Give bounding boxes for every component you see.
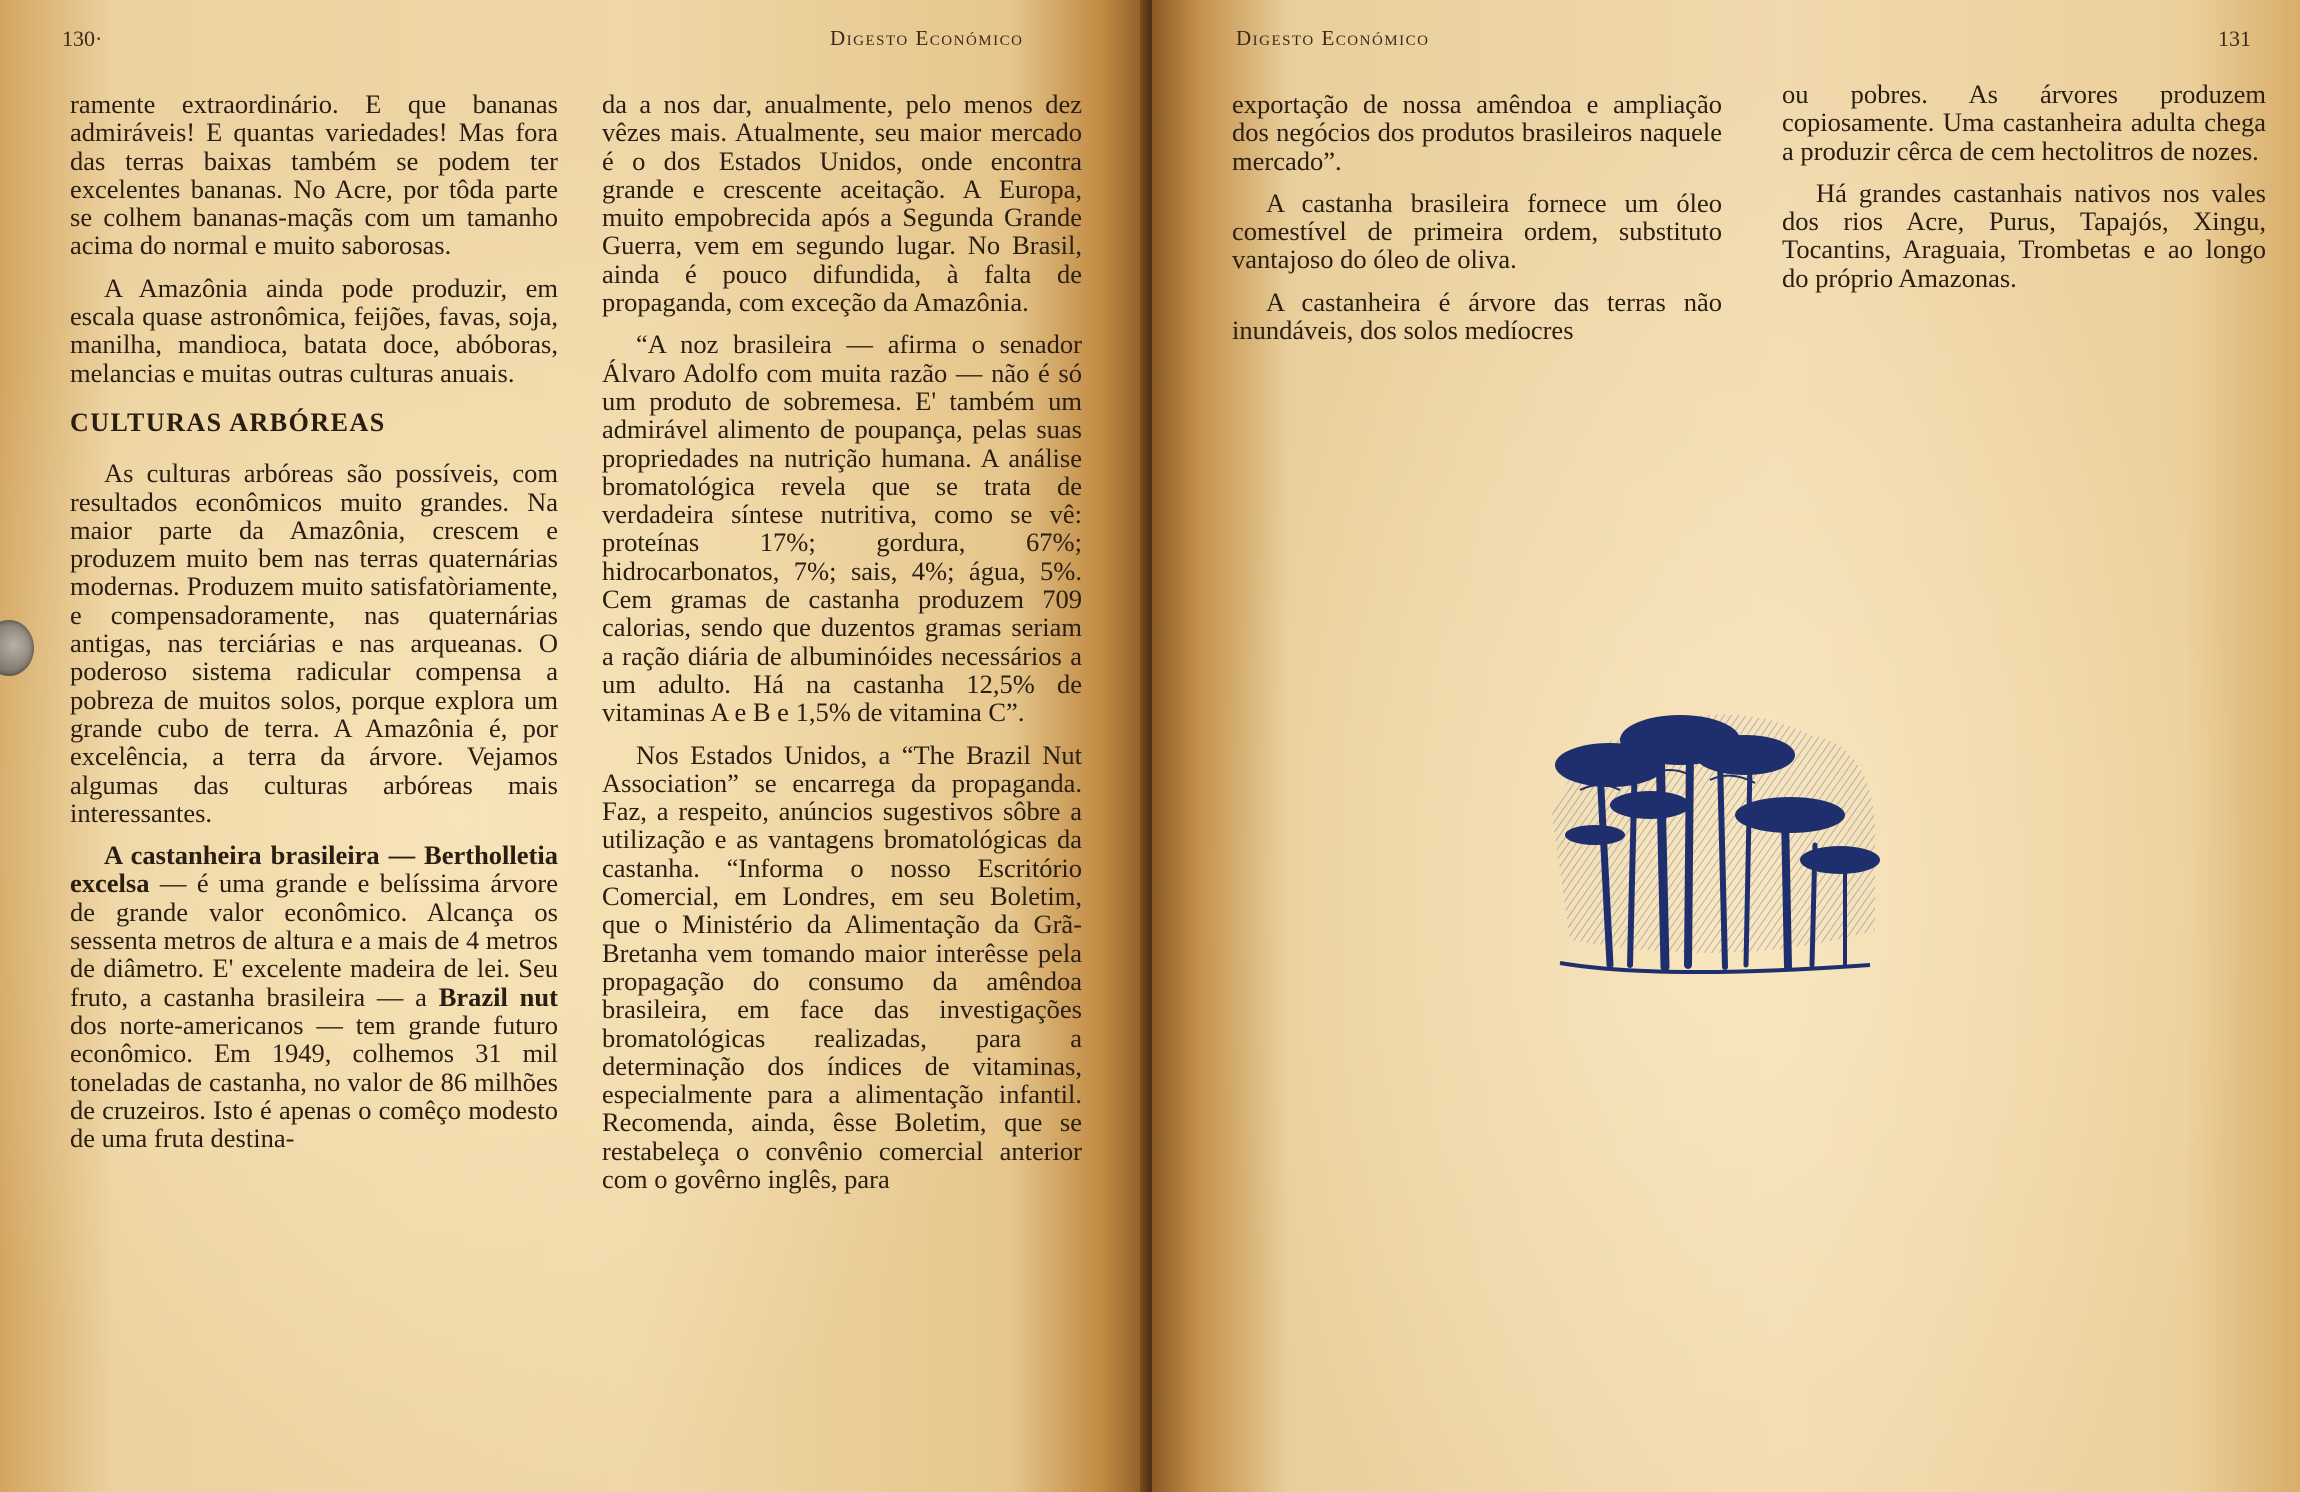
section-heading: CULTURAS ARBÓREAS [70, 407, 386, 437]
running-header: Digesto Económico [1236, 26, 1430, 50]
page-number: 131 [2218, 26, 2251, 51]
araucaria-forest-illustration [1540, 695, 1960, 995]
paragraph: Há grandes castanhais nativos nos vales dos rios Acre, Purus, Tapajós, Xingu, Tocantins, Araguaia, Trombetas e ao longo do próprio Amazonas. [1782, 177, 2266, 293]
paragraph: A castanha brasileira fornece um óleo comestível de primeira ordem, substituto vantajoso do óleo de oliva. [1232, 187, 1722, 275]
paragraph: As culturas arbóreas são possíveis, com resultados econômicos muito grandes. Na maior parte da Amazônia, crescem e produzem muito bem nas terras quaternárias modernas. Produzem muito satisfatòriamente, e compensadoramente, nas quaternárias antigas, nas terciárias e nas arqueanas. O poderoso sistema radicular compensa a pobreza de muitos solos, porque explora um grande cubo de terra. A Amazônia é, por excelência, a terra da árvore. Vejamos algumas das culturas arbóreas mais interessantes. [70, 458, 558, 828]
bold-term: A castanheira brasileira — Bertholletia excelsa [70, 840, 558, 899]
paragraph: A castanheira é árvore das terras não inundáveis, dos solos medíocres [1232, 286, 1722, 346]
bold-term: Brazil nut [438, 981, 558, 1012]
paragraph: “A noz brasileira — afirma o senador Álvaro Adolfo com muita razão — não é só um produto de sobremesa. E' também um admirável alimento de poupança, pelas suas propriedades na nutrição humana. A análise bromatológica revela que se trata de verdadeira síntese nutritiva, como se vê: proteínas 17%; gordura, 67%; hidrocarbonatos, 7%; sais, 4%; água, 5%. Cem gramas de castanha produzem 709 calorias, sendo que duzentos gramas seriam a ração diária de albuminóides necessários a um adulto. Há na castanha 12,5% de vitaminas A e B e 1,5% de vitamina C”. [602, 329, 1082, 728]
right-column-1 [1232, 90, 1722, 358]
text-run: dos norte-americanos — tem grande futuro econômico. Em 1949, colhemos 31 mil toneladas de castanha, no valor de 86 milhões de cruzeiros. Isto é apenas o comêço modesto de uma fruta destina- [70, 1009, 558, 1154]
paragraph: da a nos dar, anualmente, pelo menos dez vêzes mais. Atualmente, seu maior mercado é o dos Estados Unidos, onde encontra grande e crescente aceitação. A Europa, muito empobrecida após a Segunda Grande Guerra, vem em segundo lugar. No Brasil, ainda é pouco difundida, à falta de propaganda, com exceção da Amazônia. [602, 89, 1082, 318]
left-page [0, 0, 1148, 1492]
left-column-2 [602, 90, 1082, 1207]
paragraph: A Amazônia ainda pode produzir, em escala quase astronômica, feijões, favas, soja, manilha, mandioca, batata doce, abóboras, melancias e muitas outras culturas anuais. [70, 272, 558, 388]
paragraph: ramente extraordinário. E que bananas admiráveis! E quantas variedades! Mas fora das terras baixas também se podem ter excelentes bananas. No Acre, por tôda parte se colhem bananas-maçãs com um tamanho acima do normal e muito saborosas. [70, 89, 558, 261]
paragraph: ou pobres. As árvores produzem copiosamente. Uma castanheira adulta chega a produzir cêrca de cem hectolitros de nozes. [1782, 79, 2266, 166]
right-column-2 [1782, 80, 2266, 306]
running-header: Digesto Económico [830, 26, 1024, 50]
paragraph: Nos Estados Unidos, a “The Brazil Nut Association” se encarrega da propaganda. Faz, a respeito, anúncios sugestivos sôbre a utilização e as vantagens bromatológicas da castanha. “Informa o nosso Escritório Comercial, em Londres, em seu Boletim, que o Ministério da Alimentação da Grã-Bretanha vem tomando maior interêsse pela propagação do consumo da amêndoa brasileira, em face das investigações bromatológicas realizadas, para a determinação dos índices de vitaminas, especialmente para a alimentação infantil. Recomenda, ainda, êsse Boletim, que se restabeleça o convênio comercial anterior com o govêrno inglês, para [602, 739, 1082, 1194]
binding-hole [0, 620, 34, 676]
page-number: 130· [62, 26, 103, 51]
paragraph [70, 841, 558, 1152]
left-column-1 [70, 90, 558, 1166]
text-run: — é uma grande e belíssima árvore de grande valor econômico. Alcança os sessenta metros de altura e a mais de 4 metros de diâmetro. E' excelente madeira de lei. Seu fruto, a castanha brasileira — a [70, 868, 558, 1012]
paragraph: exportação de nossa amêndoa e ampliação dos negócios dos produtos brasileiros naquele mercado”. [1232, 89, 1722, 176]
